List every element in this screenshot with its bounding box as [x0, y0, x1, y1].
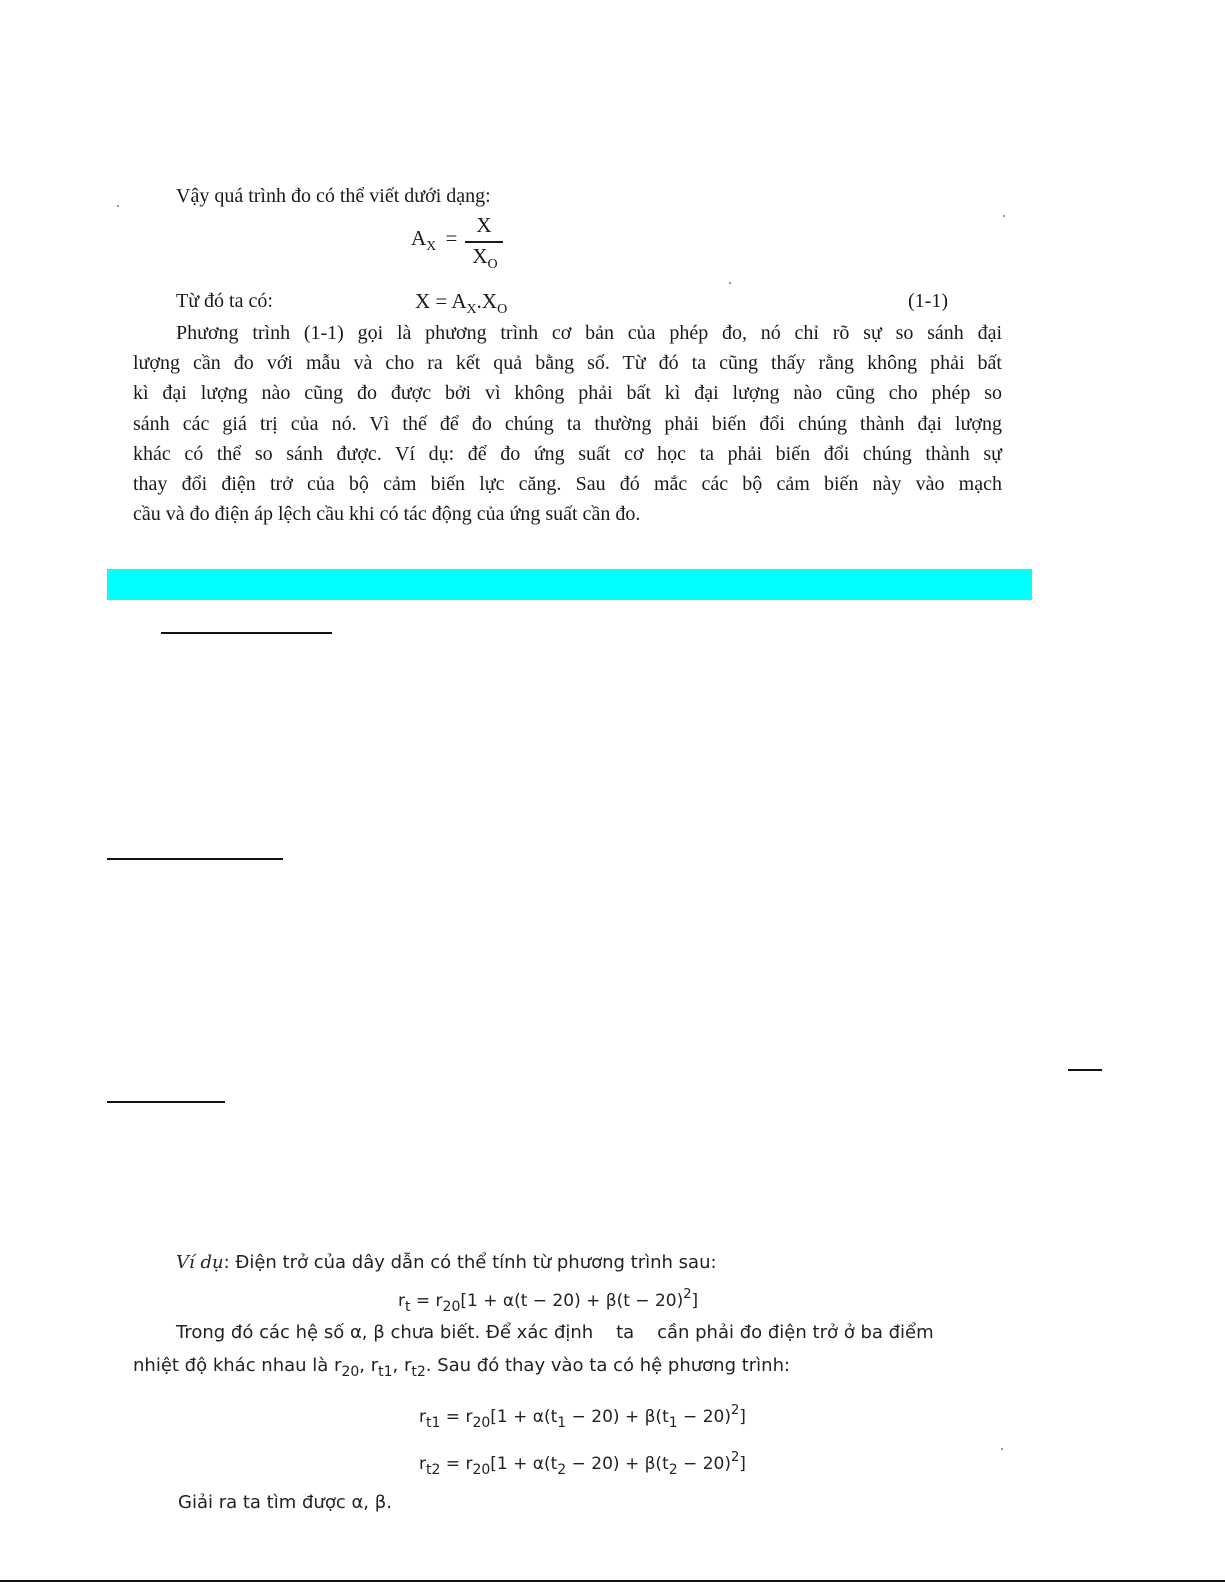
- sys1-mid-sub: 20: [472, 1415, 491, 1431]
- eq2-mid: .X: [476, 289, 498, 313]
- sys2-mid: = r: [440, 1454, 473, 1474]
- underline-stub: [161, 632, 332, 634]
- fraction-bar: [465, 241, 503, 243]
- system-equation-1: [419, 1396, 746, 1438]
- sys2-b: − 20) + β(t: [566, 1454, 669, 1474]
- sys2-r-sub: t2: [426, 1462, 441, 1478]
- para-line: sánh các giá trị của nó. Vì thế để đo chúng ta thường phải biến đổi chúng thành đại lượng: [133, 412, 1002, 435]
- page-bottom-rule: [0, 1580, 1225, 1582]
- den-subscript: O: [487, 257, 498, 272]
- scan-speck: [1001, 1448, 1003, 1450]
- from-label: Từ đó ta có:: [176, 290, 273, 312]
- temperature-line: [133, 1351, 790, 1387]
- para-line: Phương trình (1-1) gọi là phương trình cơ bản của phép đo, nó chỉ rõ sự so sánh đại: [176, 322, 1002, 344]
- eq-r-sub: t: [405, 1299, 411, 1315]
- main-paragraph: [133, 318, 1002, 529]
- temp-d: . Sau đó thay vào ta có hệ phương trình:: [425, 1355, 791, 1376]
- sys1-c: − 20): [677, 1407, 731, 1427]
- den-symbol: X: [472, 244, 488, 268]
- para-line: thay đổi điện trở của bộ cảm biến lực căng. Sau đó mắc các bộ cảm biến này vào mạch: [133, 472, 1002, 495]
- temp-sub3: t2: [411, 1364, 426, 1380]
- temp-sub1: 20: [341, 1364, 360, 1380]
- sys2-c: − 20): [677, 1454, 731, 1474]
- sys1-r: r: [419, 1407, 426, 1427]
- underline-stub: [107, 1101, 225, 1103]
- scan-speck: [117, 205, 119, 207]
- coefficient-line: Trong đó các hệ số α, β chưa biết. Để xác định ta cần phải đo điện trở ở ba điểm: [176, 1322, 934, 1343]
- sys2-end: ]: [739, 1454, 746, 1474]
- example-line: [176, 1248, 717, 1278]
- eq2-sub1: X: [466, 302, 477, 317]
- sys2-a: [1 + α(t: [490, 1454, 558, 1474]
- eq-body: [1 + α(t − 20) + β(t − 20): [460, 1291, 684, 1311]
- intro-line: Vậy quá trình đo có thể viết dưới dạng:: [176, 185, 491, 207]
- eq-mid-sub: 20: [442, 1299, 461, 1315]
- fraction-numerator: X: [476, 213, 492, 237]
- sys1-sub3: 1: [557, 1415, 567, 1431]
- sys1-sub4: 1: [668, 1415, 678, 1431]
- scan-speck: [1003, 215, 1005, 217]
- equation-lhs: [411, 226, 457, 255]
- temp-sub2: t1: [378, 1364, 393, 1380]
- sys1-b: − 20) + β(t: [566, 1407, 669, 1427]
- system-equation-2: [419, 1443, 746, 1485]
- para-line: lượng cần đo với mẫu và cho ra kết quả bằng số. Từ đó ta cũng thấy rằng không phải bất: [133, 352, 1002, 375]
- temp-a: nhiệt độ khác nhau là r: [133, 1355, 342, 1376]
- underline-stub: [1068, 1069, 1102, 1071]
- para-line: kì đại lượng nào cũng đo được bởi vì không phải bất kì đại lượng nào cũng cho phép so: [133, 382, 1002, 405]
- sys2-mid-sub: 20: [472, 1462, 491, 1478]
- resistance-equation: [398, 1280, 698, 1322]
- sys1-sup: 2: [730, 1403, 740, 1418]
- lhs-symbol: A: [411, 226, 427, 250]
- eq-end: ]: [691, 1291, 699, 1311]
- example-text: : Điện trở của dây dẫn có thể tính từ phương trình sau:: [223, 1252, 717, 1273]
- eq-sup: 2: [683, 1287, 692, 1302]
- example-label: Ví dụ: [176, 1252, 224, 1273]
- equation-number: (1-1): [908, 290, 948, 312]
- eq-r: r: [398, 1291, 405, 1311]
- highlight-band: [107, 569, 1032, 600]
- sys2-sup: 2: [730, 1450, 740, 1465]
- temp-b: , r: [359, 1355, 379, 1376]
- conclusion-line: Giải ra ta tìm được α, β.: [178, 1492, 392, 1513]
- sys2-r: r: [419, 1454, 426, 1474]
- sys2-sub3: 2: [557, 1462, 567, 1478]
- sys1-mid: = r: [440, 1407, 473, 1427]
- sys1-a: [1 + α(t: [490, 1407, 558, 1427]
- eq2-left: X = A: [415, 289, 467, 313]
- para-line: cầu và đo điện áp lệch cầu khi có tác động của ứng suất cần đo.: [133, 503, 641, 526]
- scan-speck: [729, 282, 731, 284]
- underline-stub: [107, 858, 283, 860]
- temp-c: , r: [392, 1355, 412, 1376]
- sys1-r-sub: t1: [426, 1415, 441, 1431]
- sys2-sub4: 2: [668, 1462, 678, 1478]
- eq2-sub2: O: [497, 302, 508, 317]
- para-line: khác có thể so sánh được. Ví dụ: để đo ứng suất cơ học ta phải biến đổi chúng thành sự: [133, 442, 1002, 465]
- equals-sign: =: [445, 226, 458, 250]
- sys1-end: ]: [739, 1407, 746, 1427]
- fraction-denominator: [465, 244, 505, 273]
- eq-mid: = r: [410, 1291, 443, 1311]
- lhs-subscript: X: [426, 239, 437, 254]
